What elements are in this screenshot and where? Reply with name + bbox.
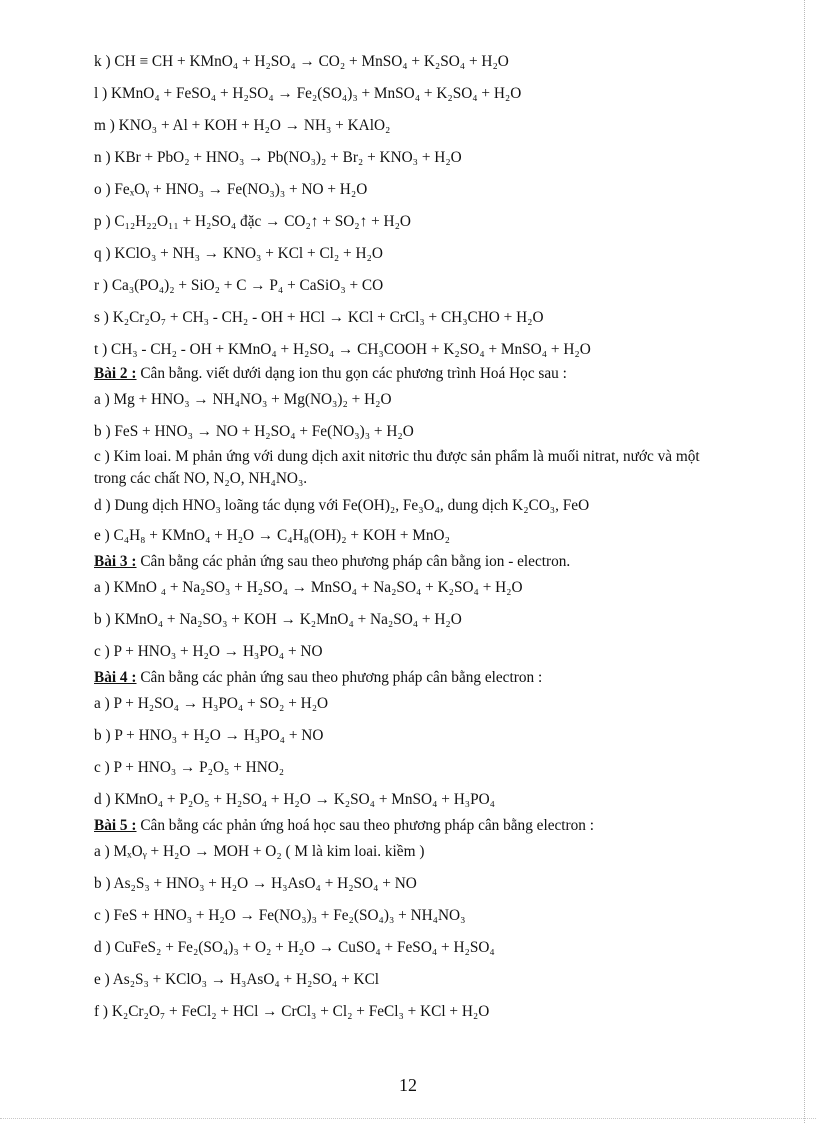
- exercise-2-item-d: d ) Dung dịch HNO₃ loãng tác dụng với Fe(OH)₂, Fe₃O₄, dung dịch K₂CO₃, FeO: [94, 497, 590, 514]
- exercise-4-item-d: d ) KMnO₄ + P₂O₅ + H₂SO₄ + H₂O → K₂SO₄ + MnSO₄ + H₃PO₄: [94, 791, 495, 808]
- exercise-3-item-a: a ) KMnO ₄ + Na₂SO₃ + H₂SO₄ → MnSO₄ + Na₂SO₄ + K₂SO₄ + H₂O: [94, 579, 523, 596]
- equation-p: p ) C₁₂H₂₂O₁₁ + H₂SO₄ đặc → CO₂↑ + SO₂↑ + H₂O: [94, 213, 411, 230]
- exercise-2-item-e: e ) C₄H₈ + KMnO₄ + H₂O → C₄H₈(OH)₂ + KOH + MnO₂: [94, 527, 450, 544]
- page-border-bottom: [0, 1118, 816, 1120]
- exercise-5-label: Bài 5 :: [94, 817, 137, 834]
- exercise-5-item-a: a ) MₓOᵧ + H₂O → MOH + O₂ ( M là kim loai. kiềm ): [94, 843, 425, 860]
- exercise-2-heading: [94, 364, 794, 390]
- equation-t: t ) CH₃ - CH₂ - OH + KMnO₄ + H₂SO₄ → CH₃COOH + K₂SO₄ + MnSO₄ + H₂O: [94, 341, 591, 358]
- page-border-right: [804, 0, 806, 1123]
- equation-k: k ) CH ≡ CH + KMnO₄ + H₂SO₄ → CO₂ + MnSO₄ + K₂SO₄ + H₂O: [94, 53, 509, 70]
- exercise-2-item-b: b ) FeS + HNO₃ → NO + H₂SO₄ + Fe(NO₃)₃ + H₂O: [94, 423, 414, 440]
- exercise-4-item-a: a ) P + H₂SO₄ → H₃PO₄ + SO₂ + H₂O: [94, 695, 329, 712]
- exercise-5-item-b: b ) As₂S₃ + HNO₃ + H₂O → H₃AsO₄ + H₂SO₄ + NO: [94, 875, 417, 892]
- exercise-3-title: Cân bằng các phản ứng sau theo phương pháp cân bằng ion - electron.: [136, 553, 571, 570]
- exercise-4-title: Cân bằng các phản ứng sau theo phương pháp cân bằng electron :: [136, 669, 543, 686]
- equation-s: s ) K₂Cr₂O₇ + CH₃ - CH₂ - OH + HCl → KCl + CrCl₃ + CH₃CHO + H₂O: [94, 309, 544, 326]
- exercise-5-item-c: c ) FeS + HNO₃ + H₂O → Fe(NO₃)₃ + Fe₂(SO₄)₃ + NH₄NO₃: [94, 907, 466, 924]
- exercise-2-item-c: c ) Kim loai. M phản ứng với dung dịch axit nitơric thu được sản phẩm là muối nitrat, nước và một trong các chất NO, N₂O, NH₄NO₃.: [94, 448, 700, 487]
- equation-n: n ) KBr + PbO₂ + HNO₃ → Pb(NO₃)₂ + Br₂ + KNO₃ + H₂O: [94, 149, 462, 166]
- exercise-4-item-c: c ) P + HNO₃ → P₂O₅ + HNO₂: [94, 759, 285, 776]
- exercise-5-title: Cân bằng các phản ứng hoá học sau theo phương pháp cân bằng electron :: [136, 817, 595, 834]
- exercise-5-item-d: d ) CuFeS₂ + Fe₂(SO₄)₃ + O₂ + H₂O → CuSO₄ + FeSO₄ + H₂SO₄: [94, 939, 495, 956]
- equation-m: m ) KNO₃ + Al + KOH + H₂O → NH₃ + KAlO₂: [94, 117, 391, 134]
- document-body: [94, 52, 794, 1034]
- exercise-2-item-a: a ) Mg + HNO₃ → NH₄NO₃ + Mg(NO₃)₂ + H₂O: [94, 391, 392, 408]
- exercise-3-item-b: b ) KMnO₄ + Na₂SO₃ + KOH → K₂MnO₄ + Na₂SO₄ + H₂O: [94, 611, 462, 628]
- exercise-4-item-b: b ) P + HNO₃ + H₂O → H₃PO₄ + NO: [94, 727, 324, 744]
- exercise-2-label: Bài 2 :: [94, 365, 137, 382]
- equation-r: r ) Ca₃(PO₄)₂ + SiO₂ + C → P₄ + CaSiO₃ + CO: [94, 277, 384, 294]
- page-number: 12: [399, 1075, 417, 1095]
- exercise-3-heading: [94, 552, 794, 578]
- exercise-3-item-c: c ) P + HNO₃ + H₂O → H₃PO₄ + NO: [94, 643, 323, 660]
- exercise-3-label: Bài 3 :: [94, 553, 137, 570]
- exercise-5-heading: [94, 816, 794, 842]
- equation-l: l ) KMnO₄ + FeSO₄ + H₂SO₄ → Fe₂(SO₄)₃ + MnSO₄ + K₂SO₄ + H₂O: [94, 85, 522, 102]
- exercise-2-title: Cân bằng. viết dưới dạng ion thu gọn các phương trình Hoá Học sau :: [136, 365, 567, 382]
- exercise-4-label: Bài 4 :: [94, 669, 137, 686]
- equation-o: o ) FeₓOᵧ + HNO₃ → Fe(NO₃)₃ + NO + H₂O: [94, 181, 368, 198]
- exercise-5-item-e: e ) As₂S₃ + KClO₃ → H₃AsO₄ + H₂SO₄ + KCl: [94, 971, 380, 988]
- exercise-5-item-f: f ) K₂Cr₂O₇ + FeCl₂ + HCl → CrCl₃ + Cl₂ + FeCl₃ + KCl + H₂O: [94, 1003, 490, 1020]
- equation-q: q ) KClO₃ + NH₃ → KNO₃ + KCl + Cl₂ + H₂O: [94, 245, 383, 262]
- exercise-4-heading: [94, 668, 794, 694]
